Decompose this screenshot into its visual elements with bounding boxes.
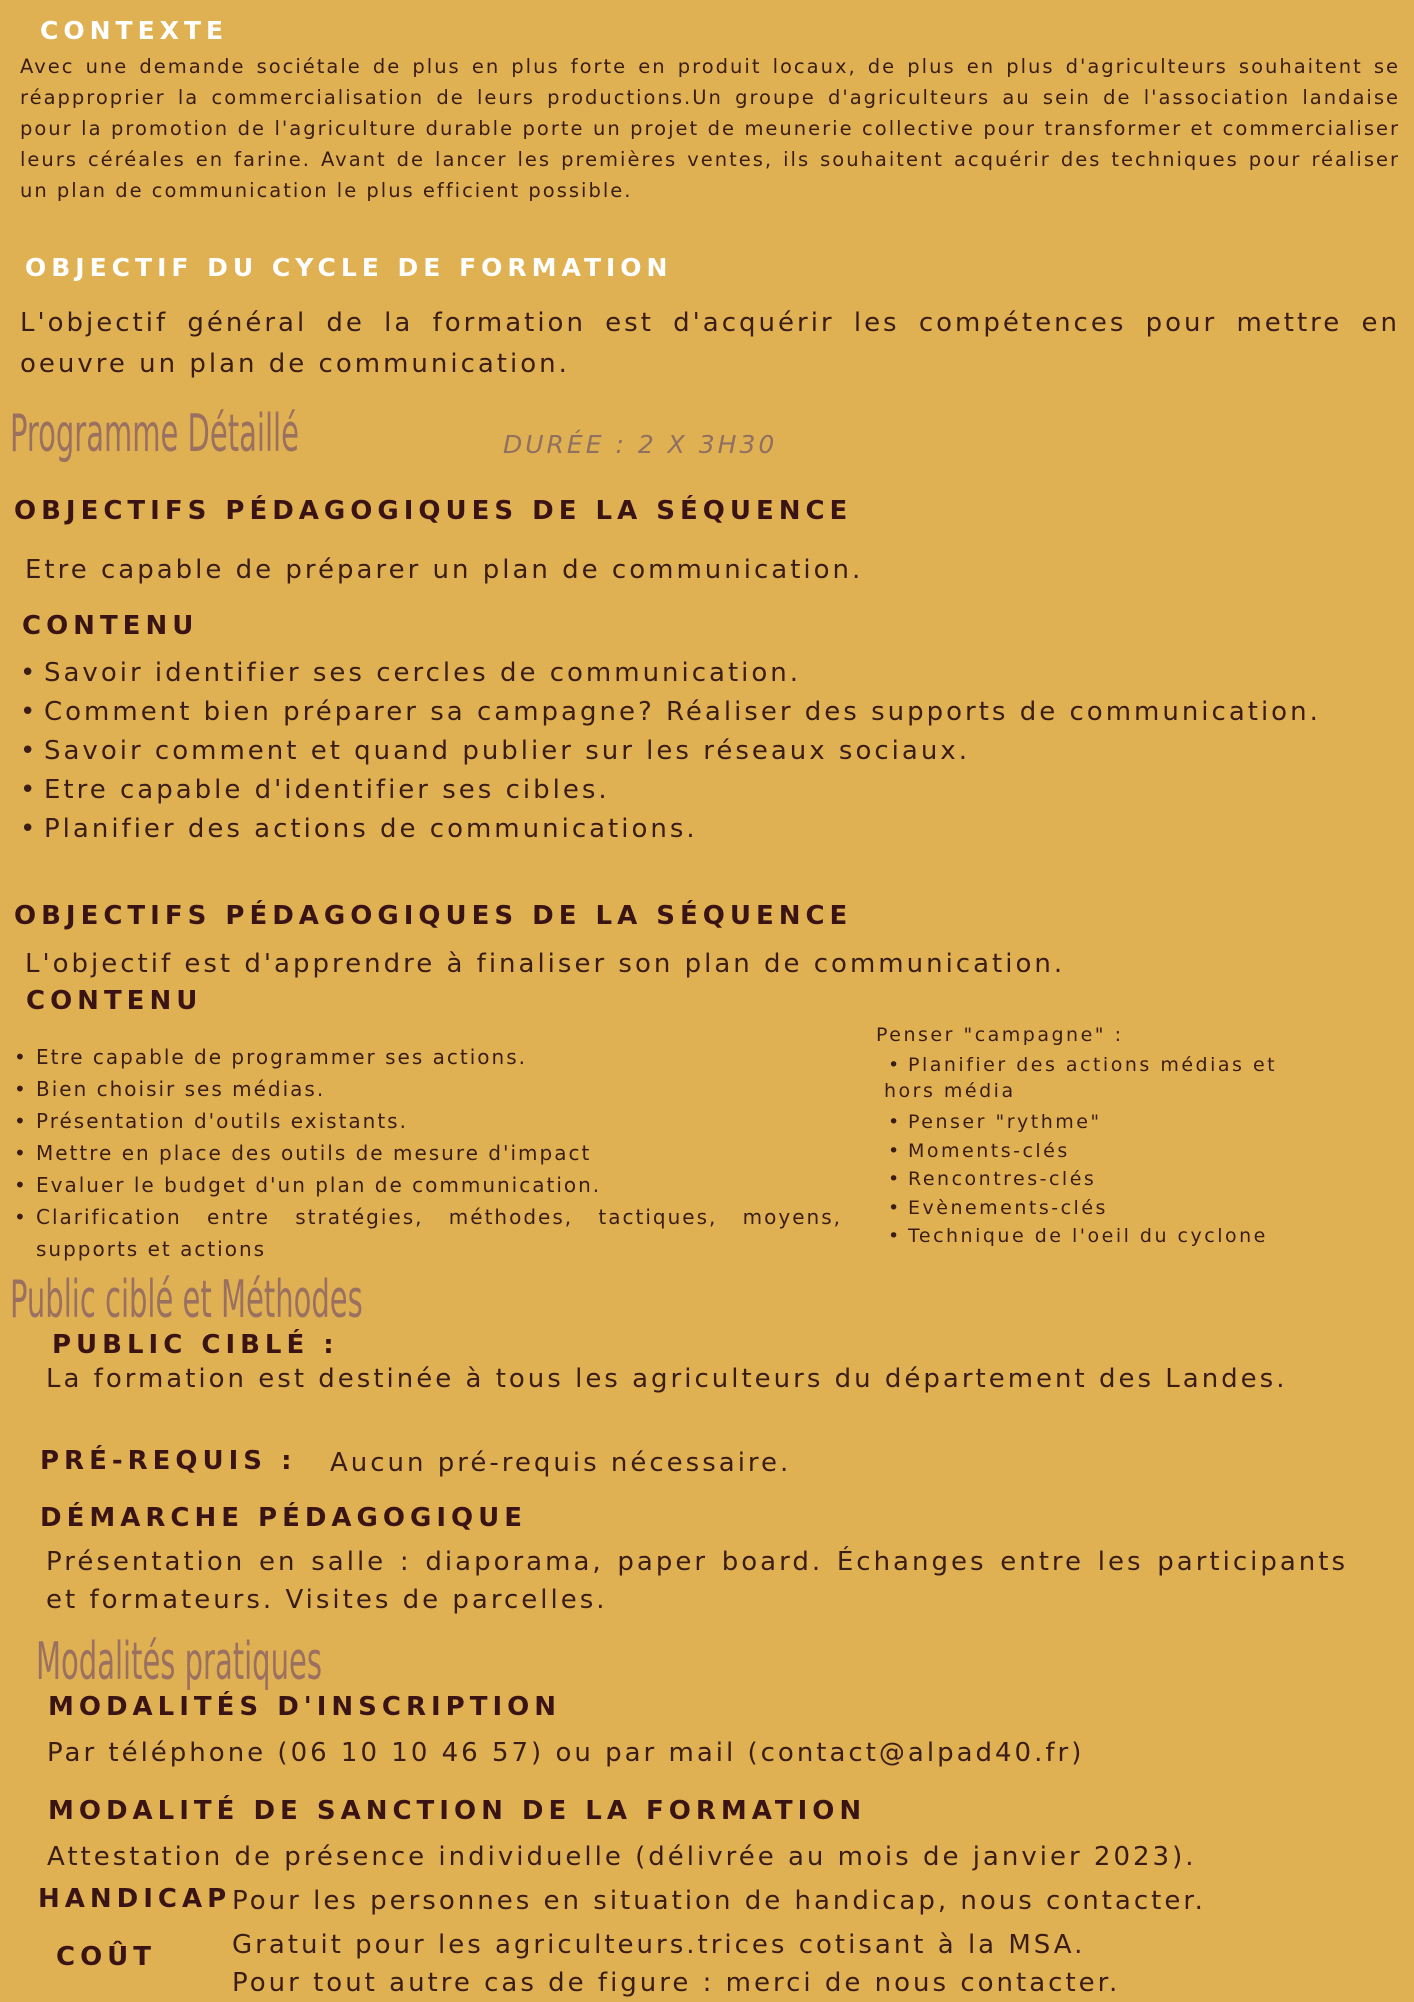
campaign-list-continuation: hors média [884, 1080, 1016, 1102]
list-item: • Technique de l'oeil du cyclone [908, 1222, 1388, 1251]
prereq-text: Aucun pré-requis nécessaire. [330, 1448, 792, 1478]
demarche-label: DÉMARCHE PÉDAGOGIQUE [40, 1503, 527, 1533]
seq2-content-heading: CONTENU [26, 986, 203, 1016]
list-item: • Evènements-clés [908, 1194, 1388, 1223]
list-item: • Planifier des actions de communications. [44, 810, 1366, 849]
public-text: La formation est destinée à tous les agriculteurs du département des Landes. [46, 1364, 1288, 1394]
cout-line-2: Pour tout autre cas de figure : merci de nous contacter. [232, 1968, 1121, 1998]
objectif-text: L'objectif général de la formation est d'acquérir les compétences pour mettre en oeuvre un plan de communication. [20, 308, 1400, 379]
modalites-title: Modalités pratiques [36, 1632, 322, 1692]
objectif-heading: OBJECTIF DU CYCLE DE FORMATION [25, 253, 673, 282]
list-item: • Penser "rythme" [908, 1108, 1388, 1137]
list-item: • Moments-clés [908, 1137, 1388, 1166]
campaign-heading: Penser "campagne" : [876, 1024, 1124, 1046]
programme-title: Programme Détaillé [10, 404, 299, 464]
seq1-content-heading: CONTENU [22, 611, 199, 641]
prereq-label: PRÉ-REQUIS : [40, 1446, 297, 1476]
inscription-text: Par téléphone (06 10 10 46 57) ou par mail (contact@alpad40.fr) [47, 1738, 1085, 1768]
sanction-text: Attestation de présence individuelle (délivrée au mois de janvier 2023). [47, 1842, 1197, 1872]
list-item: • Clarification entre stratégies, méthodes, tactiques, moyens, supports et actions [36, 1201, 842, 1265]
list-item: • Mettre en place des outils de mesure d'impact [36, 1137, 842, 1169]
list-item: • Etre capable de programmer ses actions. [36, 1041, 842, 1073]
duration-label: DURÉE : 2 X 3H30 [503, 430, 778, 459]
list-item: • Etre capable d'identifier ses cibles. [44, 771, 1366, 810]
cout-line-1: Gratuit pour les agriculteurs.trices cotisant à la MSA. [232, 1930, 1086, 1960]
list-item: • Savoir comment et quand publier sur les réseaux sociaux. [44, 732, 1366, 771]
list-item: • Comment bien préparer sa campagne? Réaliser des supports de communication. [44, 693, 1366, 732]
list-item: • Présentation d'outils existants. [36, 1105, 842, 1137]
campaign-list-rest [908, 1108, 1388, 1251]
list-item: • Rencontres-clés [908, 1165, 1388, 1194]
list-item: • Evaluer le budget d'un plan de communication. [36, 1169, 842, 1201]
campaign-list [908, 1051, 1388, 1080]
public-label: PUBLIC CIBLÉ : [52, 1330, 339, 1360]
seq1-objectives-heading: OBJECTIFS PÉDAGOGIQUES DE LA SÉQUENCE [14, 496, 853, 526]
contexte-heading: CONTEXTE [40, 16, 229, 45]
seq2-objectives-text: L'objectif est d'apprendre à finaliser son plan de communication. [25, 949, 1066, 979]
inscription-label: MODALITÉS D'INSCRIPTION [48, 1692, 561, 1722]
public-title: Public ciblé et Méthodes [10, 1270, 363, 1330]
handicap-text: Pour les personnes en situation de handicap, nous contacter. [232, 1886, 1206, 1916]
list-item: • Planifier des actions médias et [908, 1051, 1388, 1080]
handicap-label: HANDICAP [38, 1884, 232, 1914]
demarche-text: Présentation en salle : diaporama, paper board. Échanges entre les participants et formateurs. Visites de parcelles. [46, 1547, 1348, 1615]
list-item: • Savoir identifier ses cercles de communication. [44, 654, 1366, 693]
contexte-text: Avec une demande sociétale de plus en plus forte en produit locaux, de plus en plus d'agriculteurs souhaitent se réapproprier la commercialisation de leurs productions.Un groupe d'agriculteurs au sein de l'association landaise pour la promotion de l'agriculture durable porte un projet de meunerie collective pour transformer et commercialiser leurs céréales en farine. Avant de lancer les premières ventes, ils souhaitent acquérir des techniques pour réaliser un plan de communication le plus efficient possible. [20, 55, 1400, 202]
sanction-label: MODALITÉ DE SANCTION DE LA FORMATION [48, 1796, 867, 1826]
seq1-content-list [44, 654, 1366, 849]
list-item: • Bien choisir ses médias. [36, 1073, 842, 1105]
seq2-content-list [36, 1041, 842, 1265]
seq2-objectives-heading: OBJECTIFS PÉDAGOGIQUES DE LA SÉQUENCE [14, 901, 853, 931]
cout-label: COÛT [56, 1942, 157, 1972]
seq1-objectives-text: Etre capable de préparer un plan de communication. [25, 555, 864, 585]
